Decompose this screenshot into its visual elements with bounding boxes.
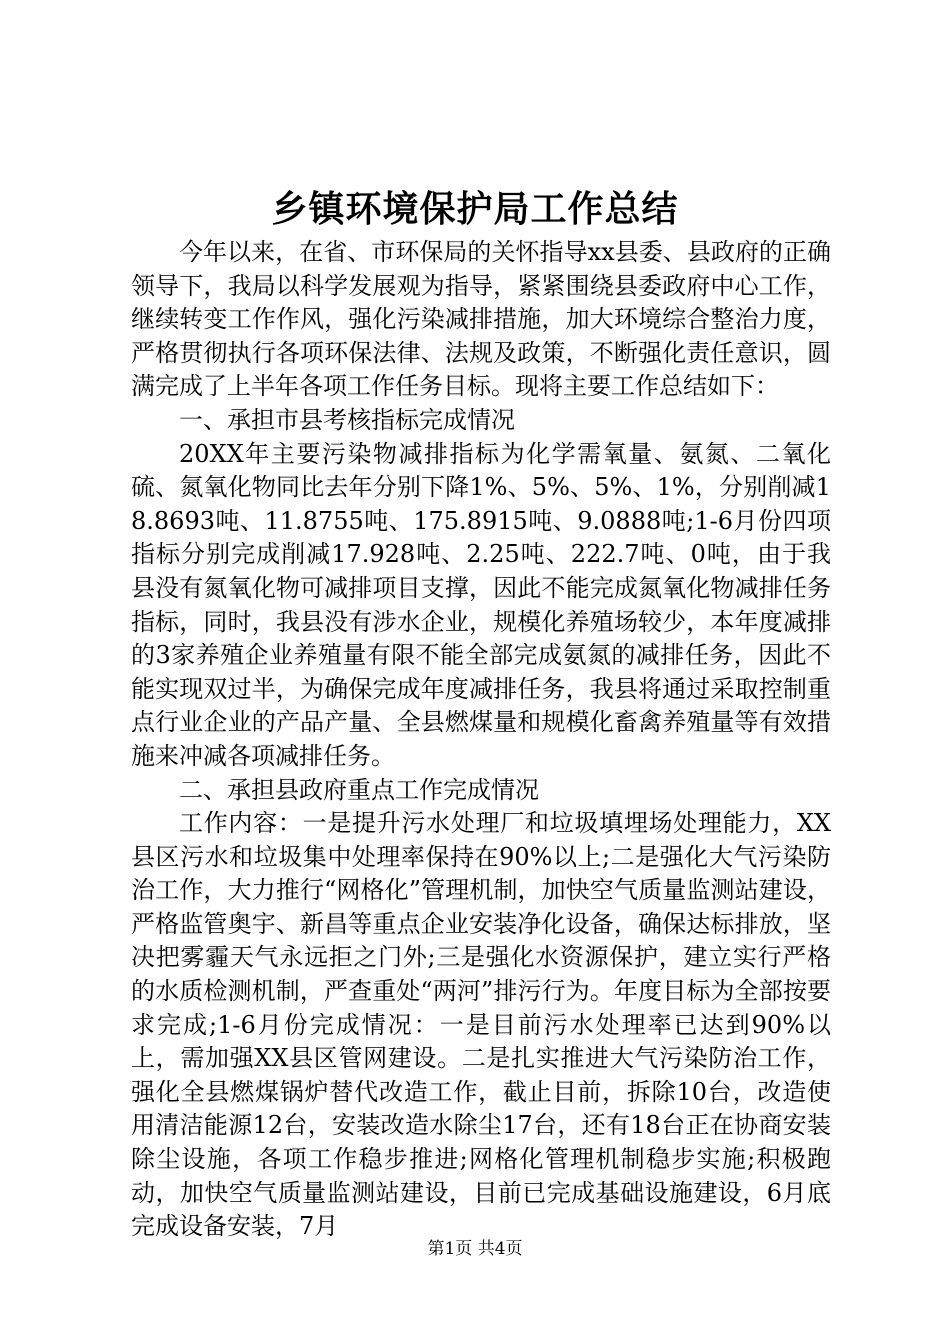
- section-1-paragraph: 20XX年主要污染物减排指标为化学需氧量、氨氮、二氧化硫、氮氧化物同比去年分别下降1%、5%、5%、1%，分别削减18.8693吨、11.8755吨、175.8915吨、9.0888吨;1-6月份四项指标分别完成削减17.928吨、2.25吨、222.7吨、0吨，由于我县没有氮氧化物可减排项目支撑，因此不能完成氮氧化物减排任务指标，同时，我县没有涉水企业，规模化养殖场较少，本年度减排的3家养殖企业养殖量有限不能全部完成氨氮的减排任务，因此不能实现双过半，为确保完成年度减排任务，我县将通过采取控制重点行业企业的产品产量、全县燃煤量和规模化畜禽养殖量等有效措施来冲减各项减排任务。: [131, 439, 831, 770]
- section-2-paragraph: 工作内容：一是提升污水处理厂和垃圾填埋场处理能力，XX县区污水和垃圾集中处理率保持在90%以上;二是强化大气污染防治工作，大力推行“网格化”管理机制，加快空气质量监测站建设，严格监管奥宇、新昌等重点企业安装净化设备，确保达标排放，坚决把雾霾天气永远拒之门外;三是强化水资源保护，建立实行严格的水质检测机制，严查重处“两河”排污行为。年度目标为全部按要求完成;1-6月份完成情况：一是目前污水处理率已达到90%以上，需加强XX县区管网建设。二是扎实推进大气污染防治工作，强化全县燃煤锅炉替代改造工作，截止目前，拆除10台，改造使用清洁能源12台，安装改造水除尘17台，还有18台正在协商安装除尘设施，各项工作稳步推进;网格化管理机制稳步实施;积极跑动，加快空气质量监测站建设，目前已完成基础设施建设，6月底完成设备安装，7月: [131, 809, 831, 1241]
- section-heading-2: 二、承担县政府重点工作完成情况: [179, 775, 539, 804]
- document-body: [131, 236, 831, 1244]
- section-heading-1: 一、承担市县考核指标完成情况: [179, 405, 515, 434]
- page-number-footer: 第1页 共4页: [427, 1239, 523, 1259]
- intro-paragraph: 今年以来，在省、市环保局的关怀指导xx县委、县政府的正确领导下，我局以科学发展观为指导，紧紧围绕县委政府中心工作，继续转变工作作风，强化污染减排措施，加大环境综合整治力度，严格贯彻执行各项环保法律、法规及政策，不断强化责任意识，圆满完成了上半年各项工作任务目标。现将主要工作总结如下：: [131, 238, 831, 401]
- document-title: 乡镇环境保护局工作总结: [271, 188, 679, 230]
